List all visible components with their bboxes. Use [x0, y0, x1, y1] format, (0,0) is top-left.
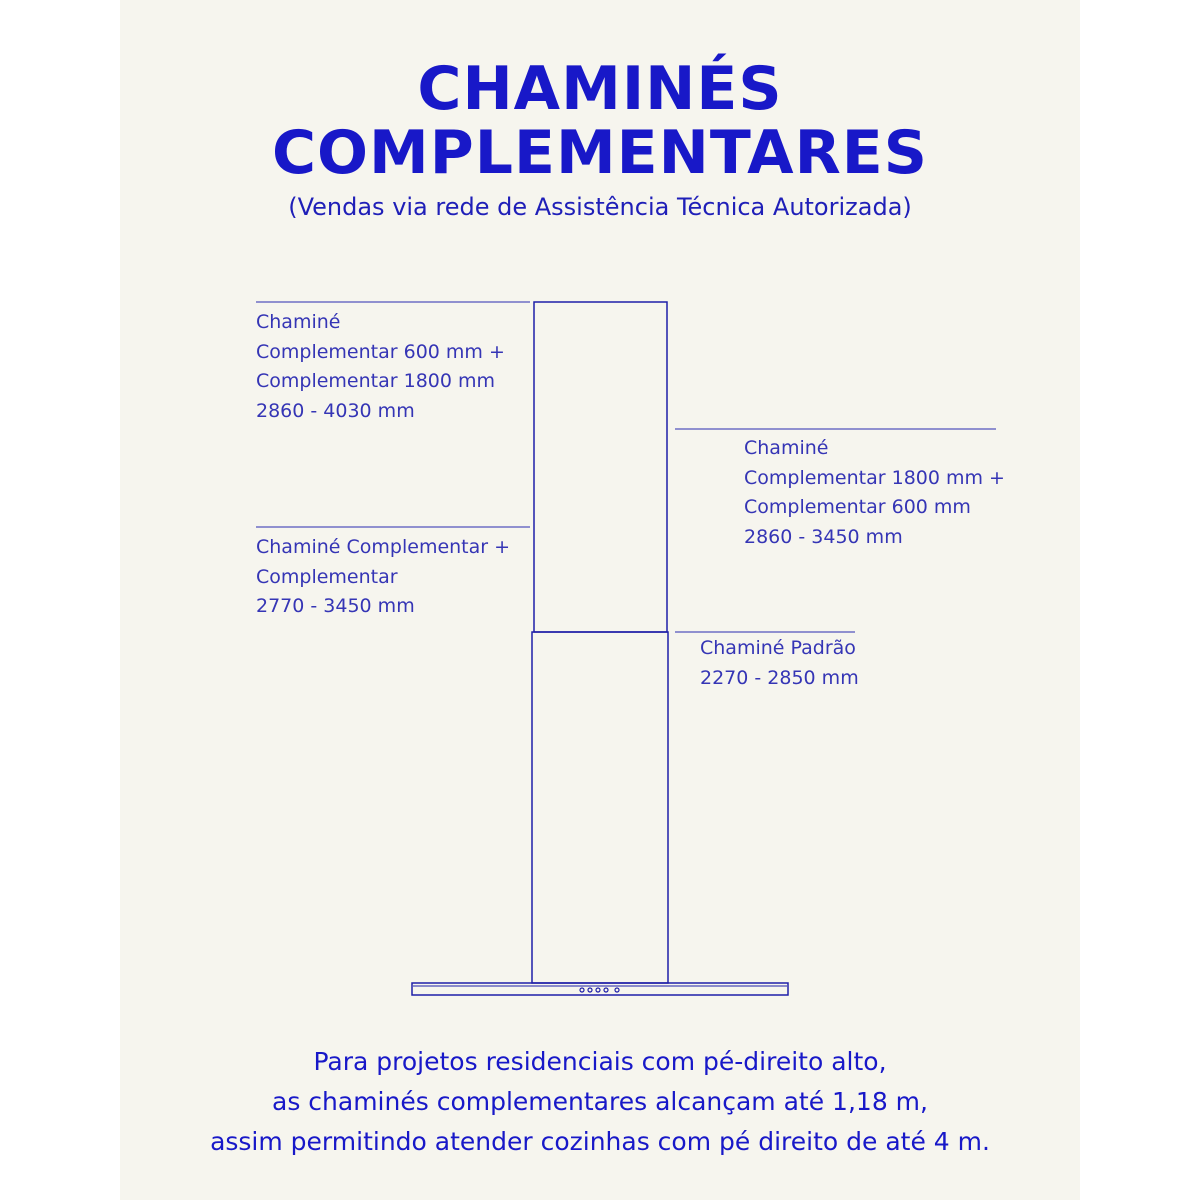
- hood-control-buttons-icon: [580, 988, 619, 992]
- label-right-lower: [700, 634, 859, 693]
- standard-chimney-section: [532, 632, 668, 983]
- label-left-middle: [256, 533, 510, 622]
- label-right-lower-line2: 2270 - 2850 mm: [700, 666, 859, 689]
- label-right-upper-line1: Chaminé: [744, 437, 829, 459]
- label-left-middle-line3: 2770 - 3450 mm: [256, 595, 415, 617]
- label-top-left-line2: Complementar 600 mm +: [256, 340, 505, 363]
- label-top-left-line3: Complementar 1800 mm: [256, 370, 496, 392]
- label-top-left-line1: Chaminé: [256, 311, 341, 333]
- complementary-chimney-section: [534, 302, 667, 632]
- label-right-lower-line1: Chaminé Padrão: [700, 637, 856, 659]
- label-top-left: [256, 308, 505, 426]
- label-right-upper: [744, 434, 1005, 552]
- page-title-line2: COMPLEMENTARES: [272, 118, 928, 188]
- label-top-left-line4: 2860 - 4030 mm: [256, 399, 415, 422]
- poster-canvas: [120, 0, 1080, 1200]
- footer-line3: assim permitindo atender cozinhas com pé direito de até 4 m.: [210, 1127, 990, 1156]
- label-right-upper-line4: 2860 - 3450 mm: [744, 525, 903, 548]
- footer-line1: Para projetos residenciais com pé-direito alto,: [313, 1047, 887, 1076]
- page-subtitle: (Vendas via rede de Assistência Técnica Autorizada): [288, 193, 912, 221]
- label-right-upper-line2: Complementar 1800 mm +: [744, 466, 1005, 489]
- footer-line2: as chaminés complementares alcançam até 1,18 m,: [272, 1087, 928, 1116]
- page-title-line1: CHAMINÉS: [417, 54, 783, 124]
- label-right-upper-line3: Complementar 600 mm: [744, 496, 971, 518]
- label-left-middle-line1: Chaminé Complementar +: [256, 536, 511, 558]
- label-left-middle-line2: Complementar: [256, 565, 398, 588]
- footer-note: [120, 1042, 1080, 1162]
